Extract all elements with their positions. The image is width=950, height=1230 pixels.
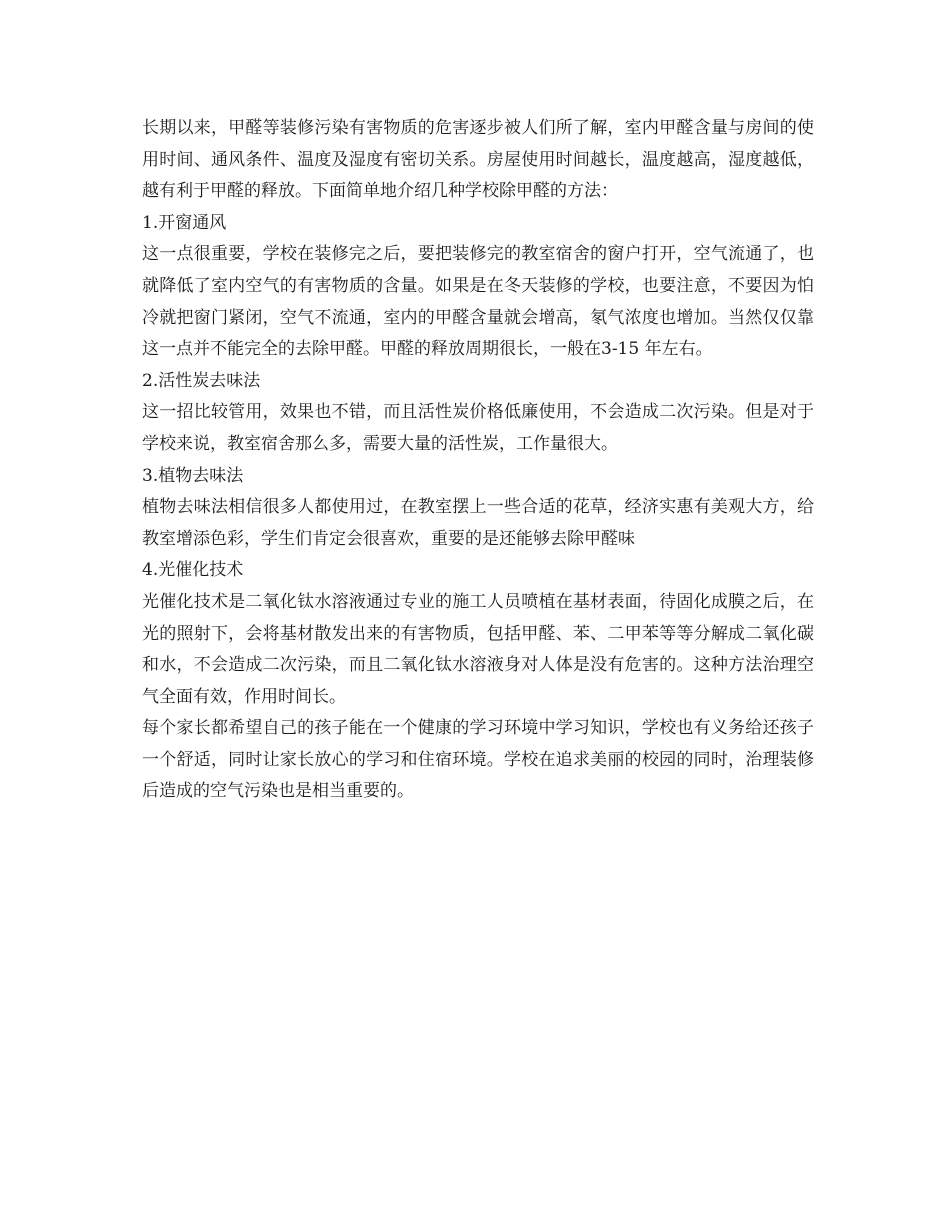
intro-paragraph: 长期以来，甲醛等装修污染有害物质的危害逐步被人们所了解，室内甲醛含量与房间的使用时间、通风条件、温度及湿度有密切关系。房屋使用时间越长，温度越高，湿度越低，越有利于甲醛的释放。下面简单地介绍几种学校除甲醛的方法： bbox=[142, 118, 814, 202]
conclusion-paragraph: 每个家长都希望自己的孩子能在一个健康的学习环境中学习知识，学校也有义务给还孩子一个舒适，同时让家长放心的学习和住宿环境。学校在追求美丽的校园的同时，治理装修后造成的空气污染也是相当重要的。 bbox=[142, 718, 814, 802]
document-body bbox=[142, 113, 814, 808]
section-body-photocatalysis: 光催化技术是二氧化钛水溶液通过专业的施工人员喷植在基材表面，待固化成膜之后，在光的照射下，会将基材散发出来的有害物质，包括甲醛、苯、二甲苯等等分解成二氧化碳和水，不会造成二次污染，而且二氧化钛水溶液身对人体是没有危害的。这种方法治理空气全面有效，作用时间长。 bbox=[142, 591, 814, 707]
section-heading-photocatalysis: 4.光催化技术 bbox=[142, 560, 244, 581]
section-heading-ventilation: 1.开窗通风 bbox=[142, 212, 227, 233]
section-body-activated-carbon: 这一招比较管用，效果也不错，而且活性炭价格低廉使用，不会造成二次污染。但是对于学校来说，教室宿舍那么多，需要大量的活性炭，工作量很大。 bbox=[142, 402, 814, 454]
section-body-plants: 植物去味法相信很多人都使用过，在教室摆上一些合适的花草，经济实惠有美观大方，给教室增添色彩，学生们肯定会很喜欢，重要的是还能够去除甲醛味 bbox=[142, 497, 814, 549]
section-body-ventilation: 这一点很重要，学校在装修完之后，要把装修完的教室宿舍的窗户打开，空气流通了，也就降低了室内空气的有害物质的含量。如果是在冬天装修的学校，也要注意，不要因为怕冷就把窗门紧闭，空气不流通，室内的甲醛含量就会增高，氡气浓度也增加。当然仅仅靠这一点并不能完全的去除甲醛。甲醛的释放周期很长，一般在3-15 年左右。 bbox=[142, 244, 814, 360]
section-heading-plants: 3.植物去味法 bbox=[142, 465, 244, 486]
section-heading-activated-carbon: 2.活性炭去味法 bbox=[142, 370, 261, 391]
